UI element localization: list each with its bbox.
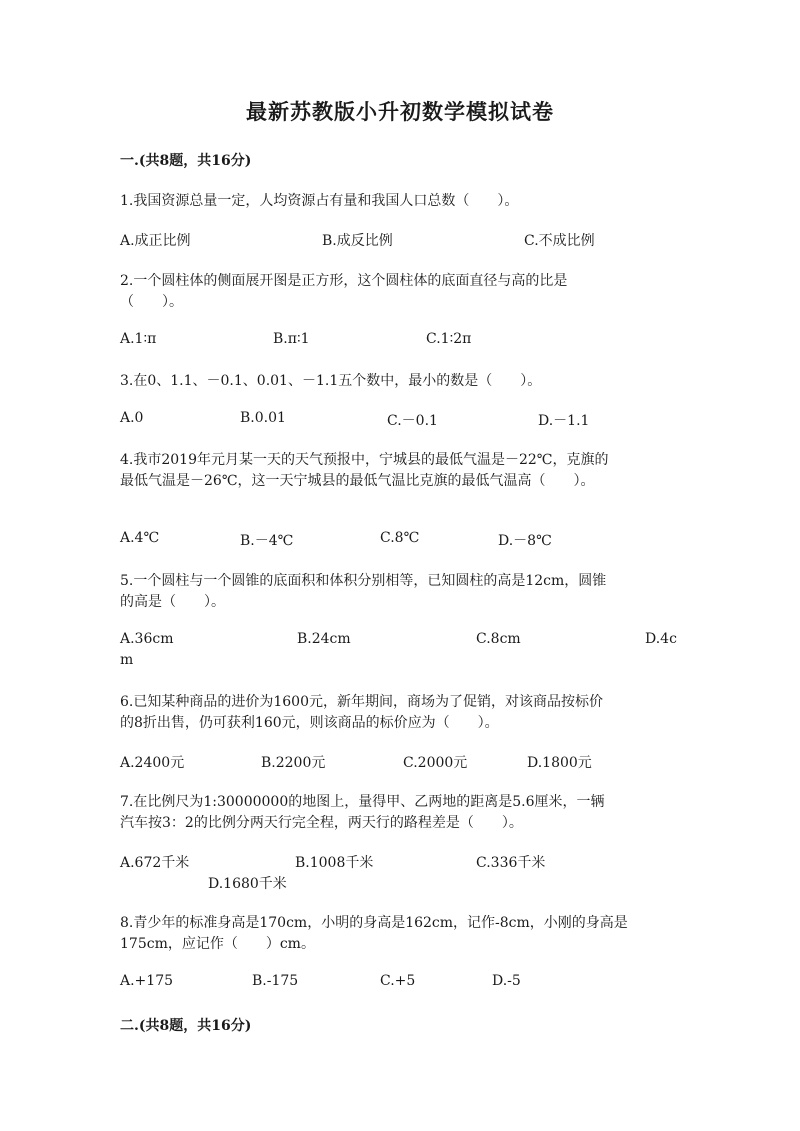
q7-option-b: B.1008千米 — [295, 855, 374, 871]
section-heading-2: 二.(共8题，共16分) — [120, 1018, 252, 1034]
question-7-text-cont: 汽车按3：2的比例分两天行完全程，两天行的路程差是（ ）。 — [120, 815, 523, 831]
q4-option-a: A.4℃ — [120, 530, 160, 546]
question-7-text: 7.在比例尺为1:30000000的地图上，量得甲、乙两地的距离是5.6厘米，一辆 — [120, 794, 605, 810]
q5-option-d: D.4c — [645, 631, 677, 647]
question-4-text: 4.我市2019年元月某一天的天气预报中，宁城县的最低气温是－22℃，克旗的 — [120, 452, 609, 468]
q6-option-d: D.1800元 — [527, 755, 592, 771]
q6-option-b: B.2200元 — [261, 755, 326, 771]
q7-option-c: C.336千米 — [476, 855, 546, 871]
question-6-text-cont: 的8折出售，仍可获利160元，则该商品的标价应为（ ）。 — [120, 715, 499, 731]
question-3-text: 3.在0、1.1、－0.1、0.01、－1.1五个数中，最小的数是（ ）。 — [120, 373, 542, 389]
question-8-text: 8.青少年的标准身高是170cm，小明的身高是162cm，记作-8cm，小刚的身高是 — [120, 915, 628, 931]
question-2-text-cont: （ ）。 — [120, 294, 183, 310]
q1-option-a: A.成正比例 — [120, 233, 191, 249]
question-4-text-cont: 最低气温是－26℃，这一天宁城县的最低气温比克旗的最低气温高（ ）。 — [120, 473, 595, 489]
q5-option-d-wrap: m — [120, 652, 134, 668]
q3-option-d: D.－1.1 — [538, 413, 590, 429]
question-5-text: 5.一个圆柱与一个圆锥的底面积和体积分别相等，已知圆柱的高是12cm，圆锥 — [120, 573, 607, 589]
section-heading-1: 一.(共8题，共16分) — [120, 153, 252, 169]
question-8-text-cont: 175cm，应记作（ ）cm。 — [120, 936, 315, 952]
question-5-text-cont: 的高是（ ）。 — [120, 594, 225, 610]
q3-option-c: C.－0.1 — [387, 413, 438, 429]
q8-option-b: B.-175 — [252, 973, 299, 989]
q5-option-a: A.36cm — [120, 631, 174, 647]
q2-option-b: B.π∶1 — [273, 331, 310, 347]
q5-option-c: C.8cm — [476, 631, 521, 647]
question-2-text: 2.一个圆柱体的侧面展开图是正方形，这个圆柱体的底面直径与高的比是 — [120, 273, 568, 289]
page-title: 最新苏教版小升初数学模拟试卷 — [246, 99, 554, 124]
question-6-text: 6.已知某种商品的进价为1600元，新年期间，商场为了促销，对该商品按标价 — [120, 694, 603, 710]
q8-option-d: D.-5 — [492, 973, 521, 989]
q5-option-b: B.24cm — [297, 631, 351, 647]
q3-option-b: B.0.01 — [240, 410, 286, 426]
q4-option-c: C.8℃ — [380, 530, 420, 546]
q6-option-a: A.2400元 — [120, 755, 185, 771]
q4-option-b: B.－4℃ — [240, 533, 294, 549]
q1-option-b: B.成反比例 — [322, 233, 393, 249]
q7-option-d: D.1680千米 — [208, 876, 287, 892]
q2-option-c: C.1∶2π — [426, 331, 472, 347]
question-1-text: 1.我国资源总量一定，人均资源占有量和我国人口总数（ ）。 — [120, 193, 519, 209]
q7-option-a: A.672千米 — [120, 855, 190, 871]
q6-option-c: C.2000元 — [403, 755, 468, 771]
q4-option-d: D.－8℃ — [498, 533, 552, 549]
q3-option-a: A.0 — [120, 410, 144, 426]
q2-option-a: A.1∶π — [120, 331, 157, 347]
q8-option-c: C.+5 — [380, 973, 416, 989]
q1-option-c: C.不成比例 — [524, 233, 595, 249]
q8-option-a: A.+175 — [120, 973, 174, 989]
